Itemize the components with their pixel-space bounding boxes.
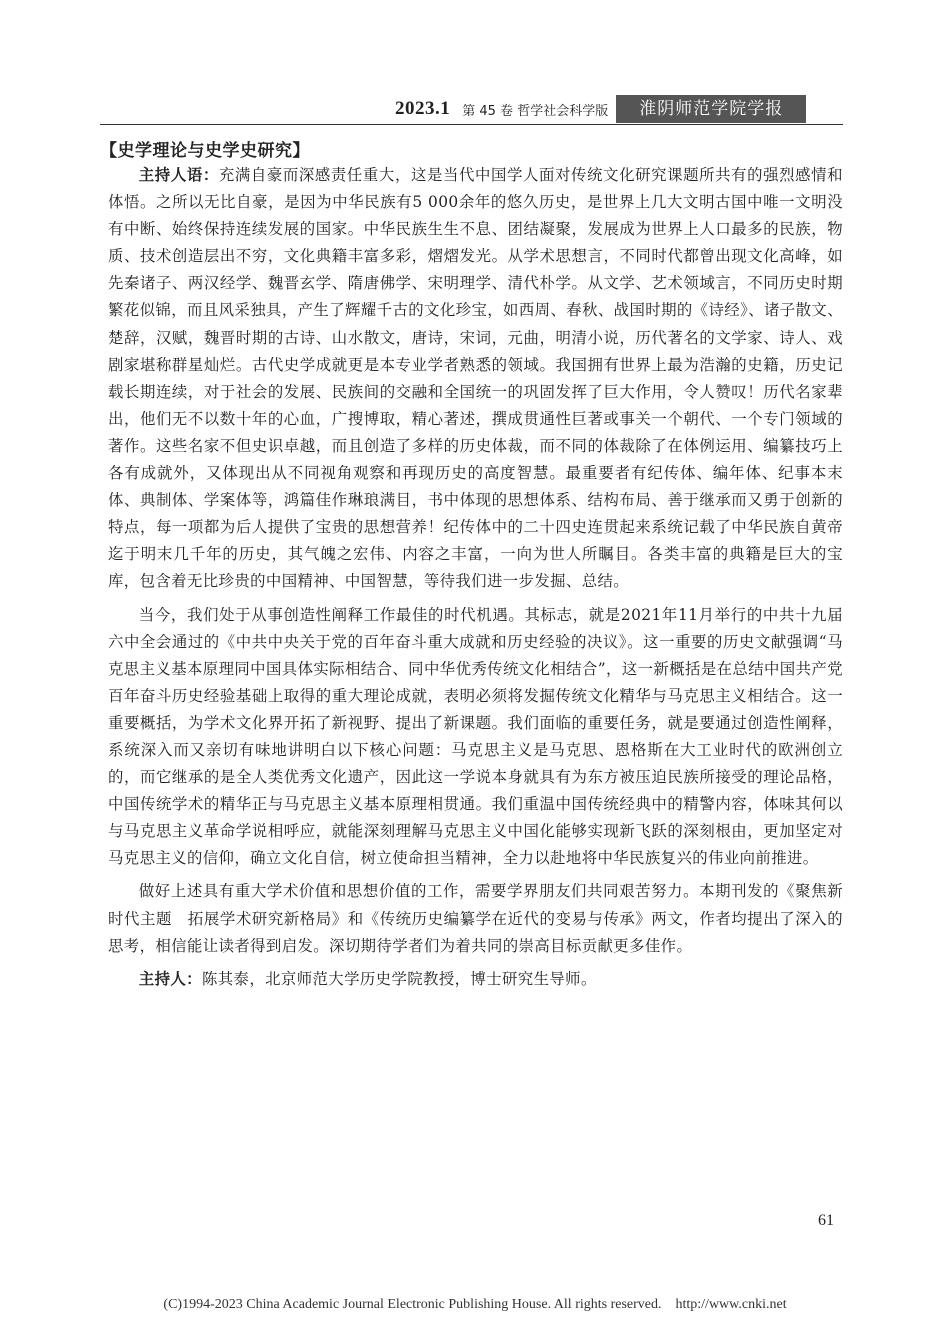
paragraph [108, 162, 843, 596]
copyright-text: (C)1994-2023 China Academic Journal Electronic Publishing House. All rights reserved. [163, 1297, 662, 1312]
journal-name: 淮阴师范学院学报 [616, 95, 806, 123]
volume-info: 第 45 卷 哲学社会科学版 [462, 103, 609, 119]
header-divider [100, 124, 843, 125]
paragraph [108, 966, 843, 993]
page-number: 61 [818, 1212, 834, 1229]
copyright-footer [0, 1297, 950, 1313]
footer-url[interactable]: http://www.cnki.net [675, 1297, 787, 1312]
issue-date: 2023.1 [395, 98, 451, 119]
paragraph [108, 602, 843, 873]
running-header [395, 95, 806, 123]
paragraph-text: 当今，我们处于从事创造性阐释工作最佳的时代机遇。其标志，就是2021年11月举行的中共十九届六中全会通过的《中共中央关于党的百年奋斗重大成就和历史经验的决议》。这一重要的历史文献强调“马克思主义基本原理同中国具体实际相结合、同中华优秀传统文化相结合”，这一新概括是在总结中国共产党百年奋斗历史经验基础上取得的重大理论成就，表明必须将发掘传统文化精华与马克思主义相结合。这一重要概括，为学术文化界开拓了新视野、提出了新课题。我们面临的重要任务，就是要通过创造性阐释，系统深入而又亲切有味地讲明白以下核心问题：马克思主义是马克思、恩格斯在大工业时代的欧洲创立的，而它继承的是全人类优秀文化遗产，因此这一学说本身就具有为东方被压迫民族所接受的理论品格，中国传统学术的精华正与马克思主义基本原理相贯通。我们重温中国传统经典中的精警内容，体味其何以与马克思主义革命学说相呼应，就能深刻理解马克思主义中国化能够实现新飞跃的深刻根由，更加坚定对马克思主义的信仰，确立文化自信，树立使命担当精神，全力以赴地将中华民族复兴的伟业向前推进。 [108, 605, 843, 868]
host-label: 主持人： [138, 969, 202, 988]
host-remarks-label: 主持人语： [138, 166, 219, 184]
paragraph [108, 878, 843, 959]
paragraph-text: 做好上述具有重大学术价值和思想价值的工作，需要学界朋友们共同艰苦努力。本期刊发的《聚焦新时代主题 拓展学术研究新格局》和《传统历史编纂学在近代的变易与传承》两文，作者均提出了深入的思考，相信能让读者得到启发。深切期待学者们为着共同的崇高目标贡献更多佳作。 [108, 882, 843, 955]
article-body [108, 162, 843, 993]
paragraph-text: 充满自豪而深感责任重大，这是当代中国学人面对传统文化研究课题所共有的强烈感情和体悟。之所以无比自豪，是因为中华民族有5 000余年的悠久历史，是世界上几大文明古国中唯一文明没有中断、始终保持连续发展的国家。中华民族生生不息、团结凝聚，发展成为世界上人口最多的民族，物质、技术创造层出不穷，文化典籍丰富多彩，熠熠发光。从学术思想言，不同时代都曾出现文化高峰，如先秦诸子、两汉经学、魏晋玄学、隋唐佛学、宋明理学、清代朴学。从文学、艺术领域言，不同历史时期繁花似锦，而且风采独具，产生了辉耀千古的文化珍宝，如西周、春秋、战国时期的《诗经》、诸子散文、楚辞，汉赋，魏晋时期的古诗、山水散文，唐诗，宋词，元曲，明清小说，历代著名的文学家、诗人、戏剧家堪称群星灿烂。古代史学成就更是本专业学者熟悉的领域。我国拥有世界上最为浩瀚的史籍，历史记载长期连续，对于社会的发展、民族间的交融和全国统一的巩固发挥了巨大作用，令人赞叹！历代名家辈出，他们无不以数十年的心血，广搜博取，精心著述，撰成贯通性巨著或事关一个朝代、一个专门领域的著作。这些名家不但史识卓越，而且创造了多样的历史体裁，而不同的体裁除了在体例运用、编纂技巧上各有成就外，又体现出从不同视角观察和再现历史的高度智慧。最重要者有纪传体、编年体、纪事本末体、典制体、学案体等，鸿篇佳作琳琅满目，书中体现的思想体系、结构布局、善于继承而又勇于创新的特点，每一项都为后人提供了宝贵的思想营养！纪传体中的二十四史连贯起来系统记载了中华民族自黄帝迄于明末几千年的历史，其气魄之宏伟、内容之丰富，一向为世人所瞩目。各类丰富的典籍是巨大的宝库，包含着无比珍贵的中国精神、中国智慧，等待我们进一步发掘、总结。 [108, 166, 843, 591]
paragraph-text: 陈其泰，北京师范大学历史学院教授，博士研究生导师。 [201, 969, 597, 988]
section-title: 【史学理论与史学史研究】 [100, 141, 310, 161]
